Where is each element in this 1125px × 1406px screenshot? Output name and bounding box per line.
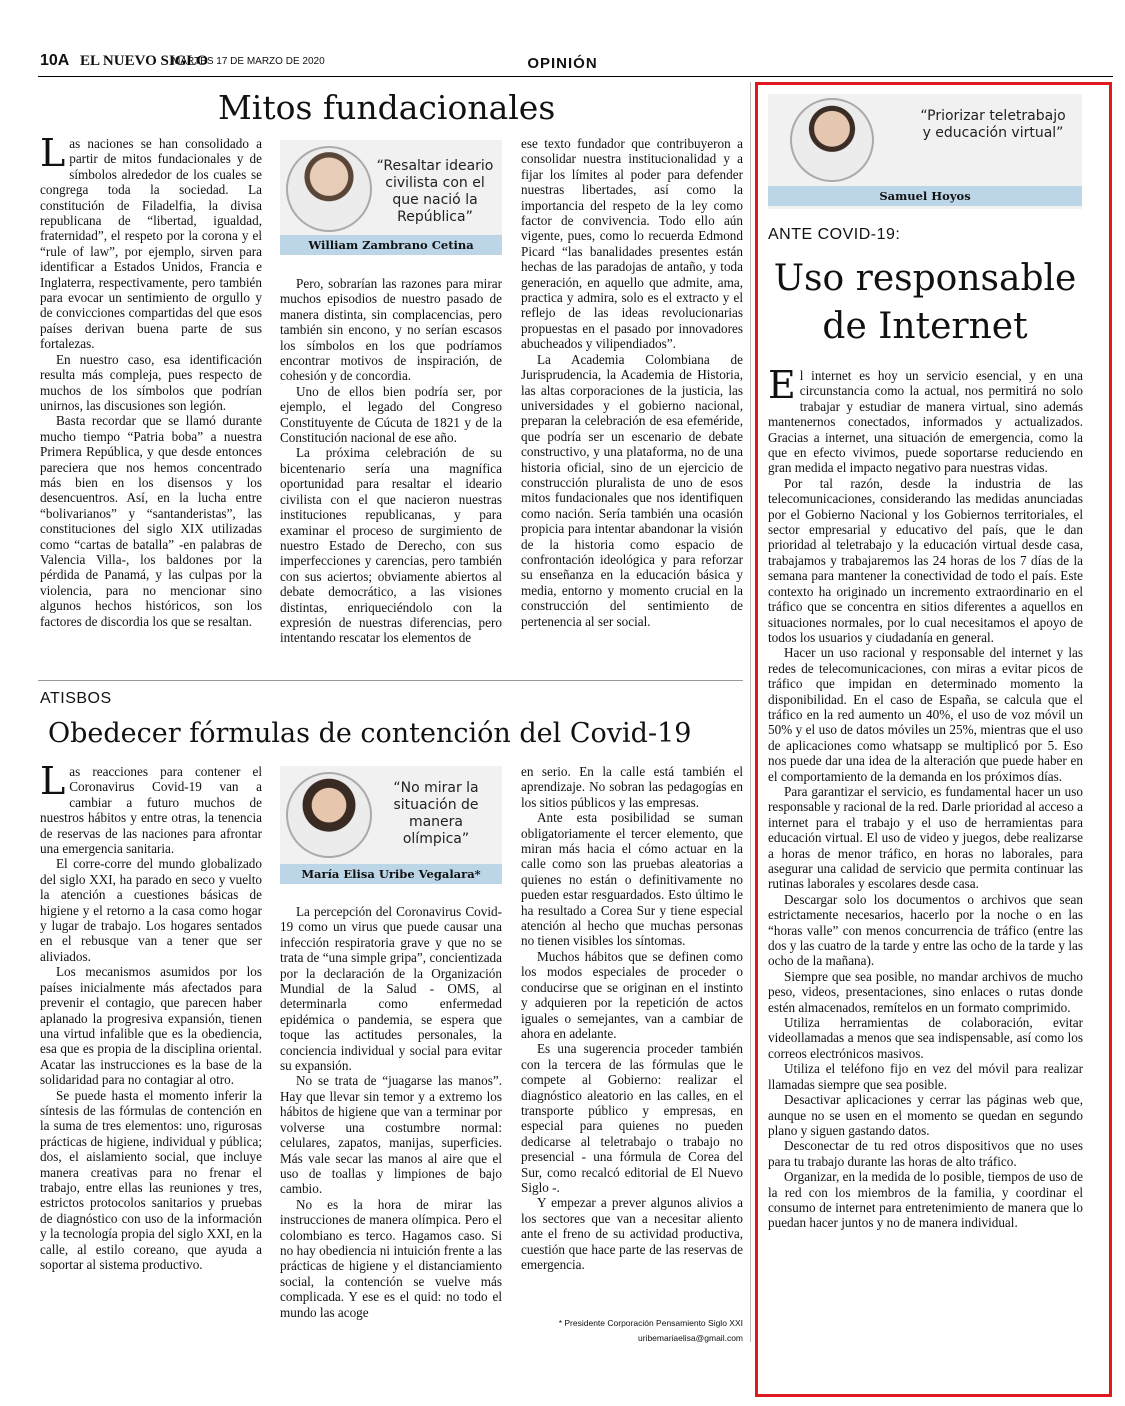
article1-column-2: Pero, sobrarían las razones para mirar muchos episodios de nuestro pasado de manera distinta, sin complacencias, pero también sin encono, y no serían escasos los símbolos en los que podríamos encontrar motivos de inspiración, de cohesión y de concordia. Uno de ellos bien podría ser, por ejemplo, el legado del Congreso Constituyente de Cúcuta de 1821 y de la Constitución nacional de ese año. La próxima celebración de su bicentenario sería una magnífica oportunidad para resaltar el ideario civilista con el que nacieron nuestras instituciones republicanas, y para examinar el proceso de surgimiento de nuestro Estado de Derecho, con sus imperfecciones y carencias, pero también con sus aciertos; obviamente abiertos al debate democrático, a las visiones distintas, enriqueciéndolo con la expresión de nuestras diferencias, pero intentando rescatar los elementos de <box>280 276 502 646</box>
author-photo <box>286 772 372 858</box>
article2-kicker: ATISBOS <box>40 690 112 707</box>
article3-kicker: ANTE COVID-19: <box>768 226 901 243</box>
pull-quote: “Priorizar teletrabajo y educación virtual” <box>920 108 1066 141</box>
newspaper-name: EL NUEVO SIGLO <box>80 53 209 69</box>
article3-title-line1: Uso responsable <box>773 258 1077 299</box>
article2-author-box <box>280 766 502 884</box>
article2-column-1: Las reacciones para contener el Coronavirus Covid-19 van a cambiar a futuro muchos de nuestros hábitos y entre otras, la tenencia de reservas de las naciones para afrontar una emergencia sanitaria. El corre-corre del mundo globalizado del siglo XXI, ha parado en seco y vuelto la atención a cuestiones básicas de higiene y el retorno a la casa como hogar y lugar de trabajo. Los hogares sentados en el rebusque van a tener que ser aliviados. Los mecanismos asumidos por los países inicialmente más afectados para prevenir el contagio, que parecen haber aplanado la progresiva expansión, tienen una virtud infalible que es la obediencia, esa que es propia de la disciplina oriental. Acatar las instrucciones es la base de la solidaridad para no contagiar al otro. Se puede hasta el momento inferir la síntesis de las fórmulas de contención en la suma de tres elementos: uno, rigurosas prácticas de higiene, individual y pública; dos, el aislamiento social, que incluye manera creativas para no frenar el trabajo, entre ellas las reuniones y tres, estrictos protocolos sanitarios y pruebas de diagnóstico con uso de la información y la tecnología propia del siglo XXI, en la calle, al estilo coreano, que ayuda a soportar al sistema productivo. <box>40 759 262 1272</box>
article2-title: Obedecer fórmulas de contención del Covid-19 <box>48 718 692 749</box>
article1-column-1: Las naciones se han consolidado a partir de mitos fundacionales y de símbolos alrededor de los cuales se congrega toda la sociedad. La constitución de Filadelfia, la divisa republicana de “libertad, igualdad, fraternidad”, el respeto por la corona y el “rule of law”, por ejemplo, sirven para identificar a Estados Unidos, Francia e Inglaterra, respectivamente, pero también para evocar un sentimiento de orgullo y de convicciones compartidas del que esos países derivan buena parte de sus fortalezas. En nuestro caso, esa identificación resulta más compleja, pues respecto de muchos de los símbolos que podrían unirnos, las discusiones son legión. Basta recordar que se llamó durante mucho tiempo “Patria boba” a nuestra Primera República, y que desde entonces pareciera que nos hemos concentrado más bien en los disensos y los desencuentros. Así, en la lucha entre “bolivarianos” y “santanderistas”, las constituciones del siglo XIX utilizadas como “cartas de batalla” -en palabras de Valencia Villa-, los baldones por la pérdida de Panamá, y las culpas por la violencia, para no mencionar sino algunos hechos históricos, son los factores de discordia los que se resaltan. <box>40 131 262 629</box>
author-photo <box>790 98 874 182</box>
pull-quote: “No mirar la situación de manera olímpica” <box>393 780 479 847</box>
article3-title-line2: de Internet <box>822 306 1028 347</box>
article1-title: Mitos fundacionales <box>218 88 556 127</box>
section-title: OPINIÓN <box>527 55 598 72</box>
author-byline: Samuel Hoyos <box>768 186 1082 206</box>
article1-column-3: ese texto fundador que contribuyeron a consolidar nuestra institucionalidad y a fijar los límites al poder para defender nuestras libertades, así como la importancia del respeto de la ley como factor de convivencia. Todo ello aún vigente, pues, como lo recuerda Edmond Picard “las banalidades presentes están hechas de las paradojas de antaño, y toda generación, en aquello que admite, ama, practica y admira, solo es el extracto y el reflejo de las ideas revolucionarias propuestas en el pasado por innovadores abucheados y vilipendiados”. La Academia Colombiana de Jurisprudencia, la Academia de Historia, las altas corporaciones de la justicia, las universidades y el gobierno nacional, preparan la celebración de esa efeméride, que podría ser un escenario de debate constructivo, y una plataforma, no de una historia oficial, sino de un ejercicio de construcción pluralista de uno de esos mitos fundacionales que nos identifiquen como nación. Sería también una ocasión propicia para intentar abandonar la visión de la historia como espacio de confrontación ideológica y para reforzar su enseñanza en la educación básica y media, entorno y momento crucial en la construcción del sentimiento de pertenencia al ser social. <box>521 136 743 629</box>
author-byline: María Elisa Uribe Vegalara* <box>280 864 502 884</box>
column-divider <box>750 82 751 1342</box>
drop-cap: E <box>768 363 796 407</box>
page-number: 10A <box>40 52 70 69</box>
article3-author-box <box>768 94 1082 209</box>
pull-quote: “Resaltar ideario civilista con el que nació la República” <box>376 158 494 225</box>
author-photo <box>286 146 372 232</box>
drop-cap: L <box>40 759 66 803</box>
article2-column-2: La percepción del Coronavirus Covid-19 como un virus que puede causar una infección respiratoria grave y que no se trata de “una simple gripa”, concientizada por la declaración de la Organización Mundial de la Salud - OMS, al determinarla como enfermedad epidémica o pandemia, se espera que toque las actitudes personales, la conciencia individual y social para evitar su expansión. No se trata de “juagarse las manos”. Hay que llevar sin temor y a extremo los hábitos de higiene que van a terminar por volverse una costumbre normal: celulares, zapatos, manijas, superficies. Más vale secar las manos al aire que el uso de toallas y limpiones de bajo cambio. No es la hora de mirar las instrucciones de manera olímpica. Pero el colombiano es terco. Hagamos caso. Si no hay obediencia ni intuición frente a las prácticas de higiene y el distanciamiento social, la contención se vuelve más complicada. Y ese es el quid: no todo el mundo las acoge <box>280 904 502 1320</box>
footnote-title: * Presidente Corporación Pensamiento Siglo XXI <box>558 1318 743 1328</box>
issue-date: MARTES 17 DE MARZO DE 2020 <box>172 56 325 67</box>
footnote-email: uribemariaelisa@gmail.com <box>638 1333 743 1343</box>
article2-column-3: en serio. En la calle está también el aprendizaje. No sobran las pedagogías en los sitios públicos y las empresas. Ante esta posibilidad se suman obligatoriamente el tercer elemento, que miran más hacia el cómo actuar en la calle como son las pruebas aleatorias a quienes no están o definitivamente no pueden estar resguardados. Esto último le ha resultado a Corea Sur y tiene especial atención al hecho que muchas personas no tienen visibles los síntomas. Muchos hábitos que se definen como los modos especiales de proceder o conducirse que se originan en el instinto y adquieren por la repetición de actos iguales o semejantes, van a cambiar de ahora en adelante. Es una sugerencia proceder también con la tercera de las fórmulas que le compete al Gobierno: realizar el diagnóstico aleatorio en las calles, en el transporte público y empresas, en especial para quienes no pueden dedicarse al teletrabajo o trabajo no presencial - una fórmula de Corea del Sur, como recalcó editorial de El Nuevo Siglo -. Y empezar a prever algunos alivios a los sectores que van a necesitar aliento ante el freno de su actividad productiva, cuestión que hace parte de las reservas de emergencia. <box>521 764 743 1272</box>
drop-cap: L <box>40 131 66 175</box>
author-byline: William Zambrano Cetina <box>280 235 502 255</box>
article-divider <box>38 680 743 681</box>
article3-body: El internet es hoy un servicio esencial, y en una circunstancia como la actual, nos permitirá no solo trabajar y estudiar de manera virtual, sino además mantenernos conectados, informados y actualizados. Gracias a internet, una situación de emergencia, como la que en efecto vivimos, puede soportarse reduciendo en gran medida el impacto negativo para nuestras vidas. Por tal razón, desde la industria de las telecomunicaciones, considerando las medidas anunciadas por el Gobierno Nacional y los Gobiernos territoriales, el sector empresarial y educativo del país, que le dan prioridad al teletrabajo y la educación virtual desde casa, trabajamos y trabajaremos las 24 horas de los 7 días de la semana para mantener la conectividad de todo el país. Este contexto ha originado un incremento extraordinario en el tráfico que se concentra en sitios diferentes a aquellos en situaciones normales, por lo cual necesitamos el apoyo de todos los usuarios y ciudadanía en general. Hacer un uso racional y responsable del internet y las redes de telecomunicaciones, con miras a evitar picos de tráfico que impidan en determinado momento la disponibilidad. En el caso de España, se calcula que el tráfico en la red aumento un 40%, el uso de voz móvil un 50% y el uso de datos móviles un 25%, mientras que el uso de aplicaciones como whatsapp se multiplicó por 5. Eso nos puede dar una idea de la alteración que puede haber en el comportamiento de la demanda en los próximos días. Para garantizar el servicio, es fundamental hacer un uso responsable y racional de la red. Darle prioridad al acceso a internet para el trabajo y el uso de herramientas para educación virtual. El uso de video y juegos, debe realizarse a horas de menor tráfico, en horas no laborales, para asegurar una calidad de servicio que permita continuar las rutinas laborales y escolares desde casa. Descargar solo los documentos o archivos que sean estrictamente necesarios, hacerlo por la noche o en las “horas valle” con menos concurrencia de tráfico (entre las dos y las cuatro de la tarde y entre las ocho de la tarde y las ocho de la mañana). Siempre que sea posible, no mandar archivos de mucho peso, videos, presentaciones, sino enlaces o rutas donde estén almacenados, remítelos en un formato comprimido. Utiliza herramientas de colaboración, evitar videollamadas a menos que sea indispensable, así como los correos electrónicos masivos. Utiliza el teléfono fijo en vez del móvil para realizar llamadas siempre que sea posible. Desactivar aplicaciones y cerrar las páginas web que, aunque no se usen en el momento se quedan en segundo plano y siguen gastando datos. Desconectar de tu red otros dispositivos que no uses para tu trabajo durante las horas de alto tráfico. Organizar, en la medida de lo posible, tiempos de uso de la red con los miembros de la familia, y coordinar el consumo de internet para entretenimiento de manera que lo puedan hacer juntos y no de manera individual. <box>768 363 1083 1231</box>
masthead-rule <box>38 76 1113 77</box>
article1-author-box <box>280 140 502 255</box>
